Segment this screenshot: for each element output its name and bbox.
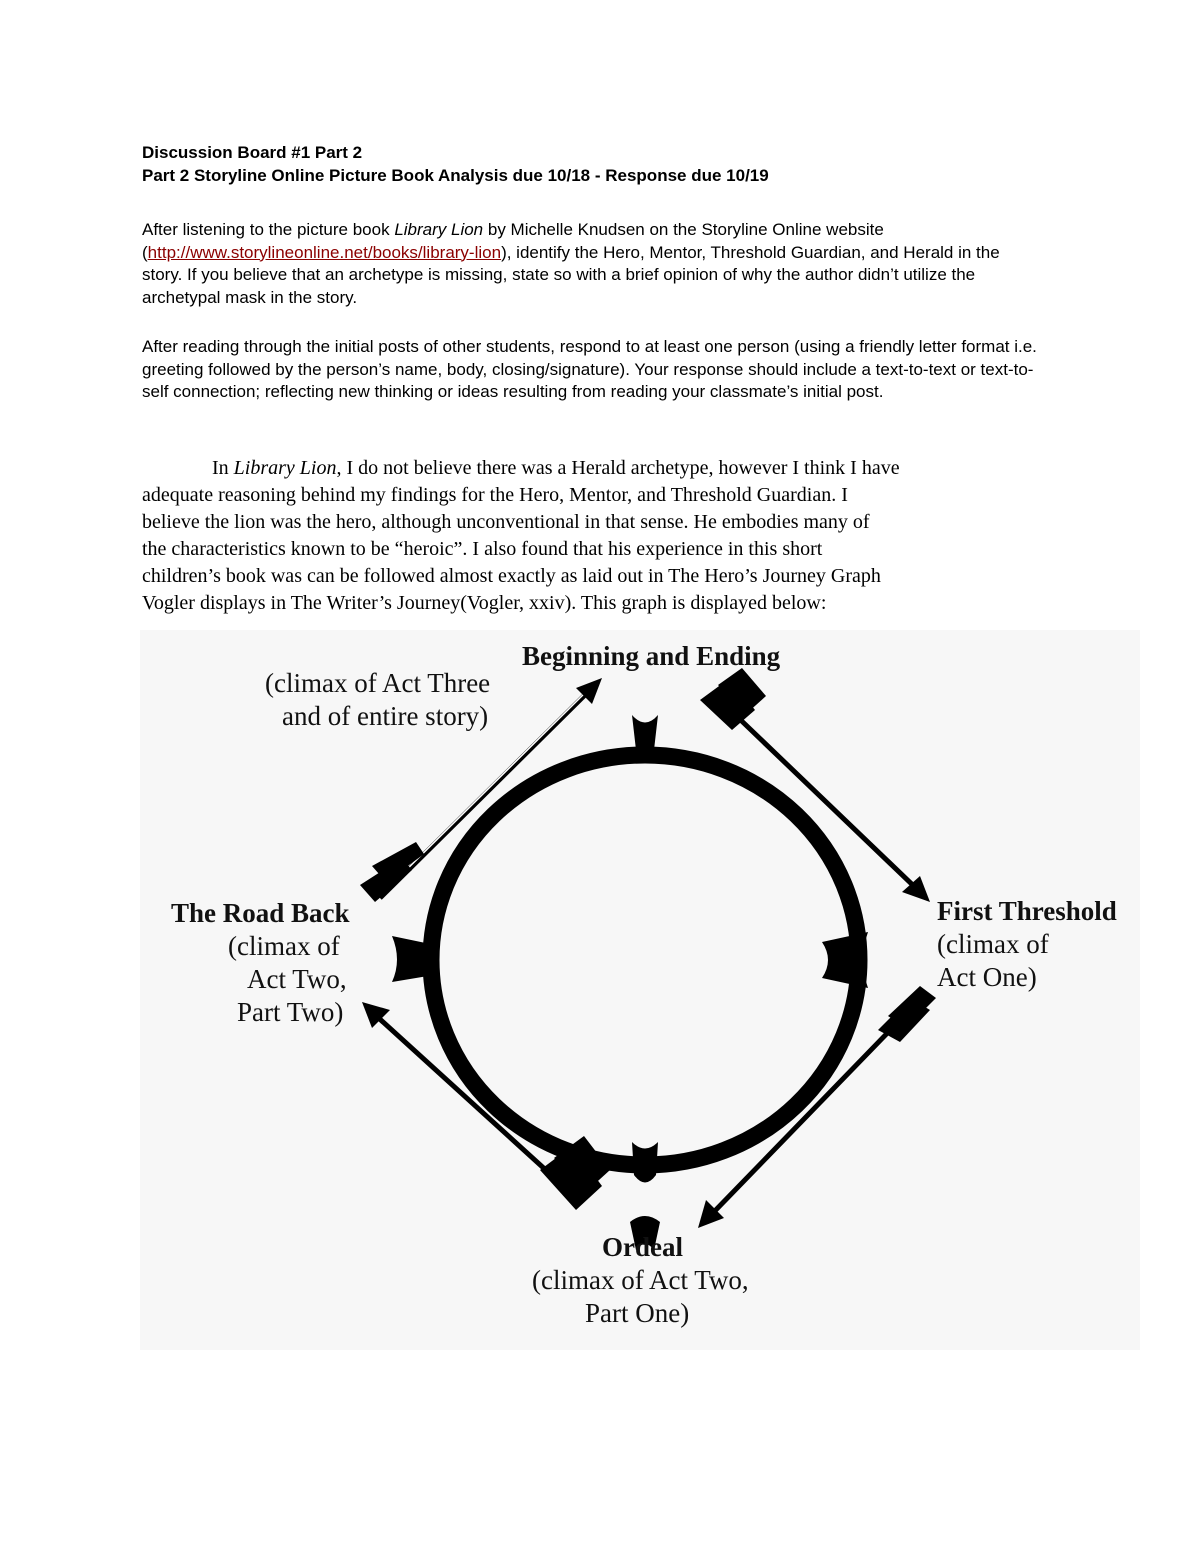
prompt1-text-start: After listening to the picture book: [142, 220, 395, 239]
label-left-sub3: Part Two): [237, 997, 344, 1027]
label-left-title: The Road Back: [171, 898, 350, 928]
response-line-4: the characteristics known to be “heroic”. I also found that his experience in this short: [142, 538, 823, 560]
book-title: Library Lion: [394, 220, 484, 239]
label-left-sub1: (climax of: [228, 931, 340, 961]
label-right-sub2: Act One): [937, 962, 1037, 992]
label-right-sub1: (climax of: [937, 929, 1049, 959]
prompt-paragraph-2: After reading through the initial posts of other students, respond to at least one person (using a friendly letter format i.e. greeting followed by the person’s name, body, closing/signature). Your response should include a text-to-text or text-to-self connection; reflecting new thinking or ideas resulting from reading your classmate’s initial post.: [142, 337, 1037, 401]
label-top-title: Beginning and Ending: [522, 641, 781, 671]
label-top-sub1: (climax of Act Three: [265, 668, 491, 698]
response-line-5: children’s book was can be followed almost exactly as laid out in The Hero’s Journey Graph: [142, 565, 881, 587]
label-top-sub2: and of entire story): [282, 701, 489, 731]
diagram-svg: [140, 630, 1140, 1350]
response-line-1: [212, 455, 900, 482]
response-text-start: In: [212, 457, 234, 479]
label-right-title: First Threshold: [937, 896, 1117, 926]
header-title: Discussion Board #1 Part 2: [142, 143, 363, 162]
response-text-end: , I do not believe there was a Herald archetype, however I think I have: [336, 457, 900, 479]
response-line-6: Vogler displays in The Writer’s Journey(Vogler, xxiv). This graph is displayed below:: [142, 592, 827, 614]
label-left-sub2: Act Two,: [247, 964, 347, 994]
prompt1-text-mid: by Michelle Knudsen on the Storyline Online website (: [142, 220, 884, 262]
heros-journey-diagram: [140, 630, 1140, 1350]
response-line-2: adequate reasoning behind my findings for the Hero, Mentor, and Threshold Guardian. I: [142, 484, 848, 506]
response-book-title: Library Lion: [233, 457, 337, 479]
header-subtitle: Part 2 Storyline Online Picture Book Analysis due 10/18 - Response due 10/19: [142, 166, 769, 185]
prompt1-text-end: ), identify the Hero, Mentor, Threshold Guardian, and Herald in the story. If you believe that an archetype is missing, state so with a brief opinion of why the author didn’t utilize the archetypal mask in the story.: [142, 242, 1000, 307]
response-line-3: believe the lion was the hero, although unconventional in that sense. He embodies many of: [142, 511, 870, 533]
label-bottom-sub1: (climax of Act Two,: [532, 1265, 749, 1295]
storyline-link[interactable]: http://www.storylineonline.net/books/library-lion: [147, 242, 502, 262]
prompt-paragraph-1: [142, 219, 1042, 309]
label-bottom-sub2: Part One): [585, 1298, 690, 1328]
label-bottom-title: Ordeal: [602, 1232, 683, 1262]
